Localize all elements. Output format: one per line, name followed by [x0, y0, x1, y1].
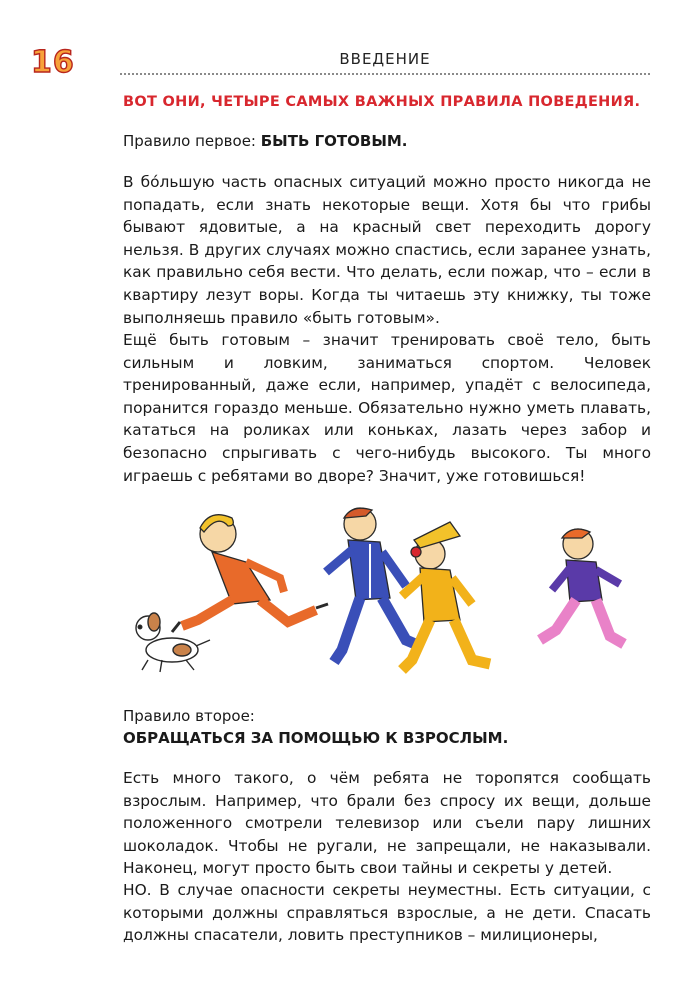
rule-one-intro: Правило первое:: [123, 132, 261, 150]
rule-two-paragraph-1: Есть много такого, о чём ребята не торопятся сообщать взрослым. Например, что брали без спросу их вещи, дольше положенного смотрели телевизор или съели пару лишних шоколадок. Чтобы не ругали, не запрещали, не наказывали. Наконец, могут просто быть свои тайны и секреты у детей.: [123, 769, 651, 878]
headline: ВОТ ОНИ, ЧЕТЫРЕ САМЫХ ВАЖНЫХ ПРАВИЛА ПОВЕДЕНИЯ.: [123, 94, 641, 110]
rule-two-title: ОБРАЩАТЬСЯ ЗА ПОМОЩЬЮ К ВЗРОСЛЫМ.: [123, 729, 509, 747]
rule-two-paragraph-2: НО. В случае опасности секреты неуместны. Есть ситуации, с которыми должны справляться взрослые, а не дети. Спасать должны спасатели, ловить преступников – милиционеры,: [123, 881, 651, 945]
section-title: ВВЕДЕНИЕ: [339, 50, 431, 68]
header-divider: [120, 73, 650, 75]
rule-one-title: БЫТЬ ГОТОВЫМ.: [260, 132, 408, 150]
rule-two-intro: Правило второе:: [123, 707, 255, 725]
child-yellow-figure: [402, 522, 490, 670]
page-number: 16: [31, 45, 75, 80]
child-blue-figure: [326, 508, 420, 662]
child-orange-figure: [172, 515, 328, 632]
rule-one-paragraph-1: В бо́льшую часть опасных ситуаций можно просто никогда не попадать, если знать некоторые вещи. Хотя бы что грибы бывают ядовитые, а на красный свет переходить дорогу нельзя. В других случаях можно спастись, если заранее узнать, как правильно себя вести. Что делать, если пожар, что – если в квартиру лезут воры. Когда ты читаешь эту книжку, ты тоже выполняешь правило «быть готовым».: [123, 173, 651, 327]
rule-one-paragraph-2: Ещё быть готовым – значит тренировать своё тело, быть сильным и ловким, заниматься спортом. Человек тренированный, даже если, например, упадёт с велосипеда, поранится гораздо меньше. Обязательно нужно уметь плавать, кататься на роликах или коньках, лазать через забор и безопасно спрыгивать с чего-нибудь высокого. Ты много играешь с ребятами во дворе? Значит, уже готовишься!: [123, 331, 651, 485]
rule-one-heading: [123, 130, 653, 152]
running-children-illustration: [120, 500, 655, 685]
child-purple-figure: [540, 529, 624, 644]
